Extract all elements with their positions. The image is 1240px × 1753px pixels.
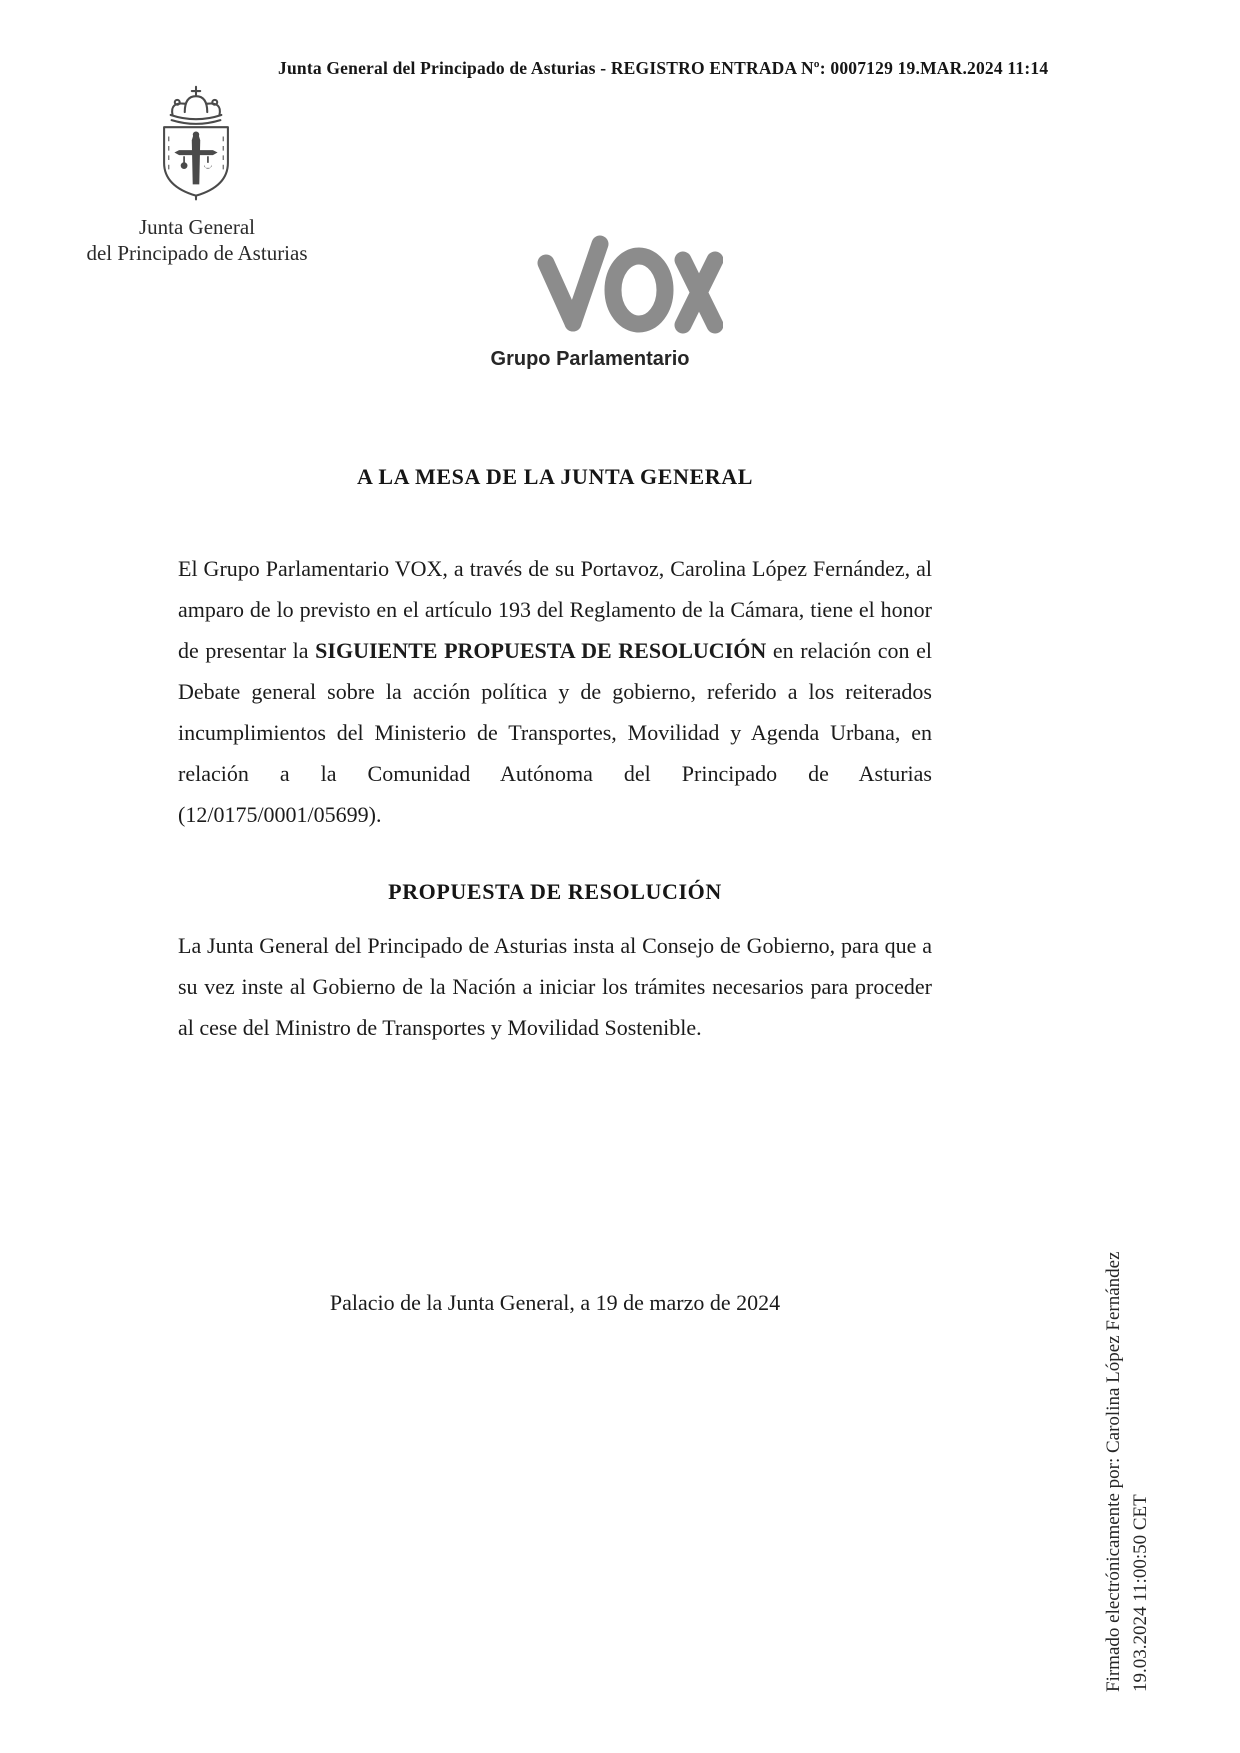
org-name-line1: Junta General [138,215,256,239]
vox-group-caption: Grupo Parlamentario [490,348,690,370]
asturias-coat-of-arms-icon [148,84,244,206]
vox-logo [533,232,723,336]
paragraph-proposal [178,548,932,835]
dateline: Palacio de la Junta General, a 19 de marzo de 2024 [329,1290,781,1315]
registry-entry-stamp: Junta General del Principado de Asturias - REGISTRO ENTRADA Nº: 0007129 19.MAR.2024 11:14 [278,58,1049,78]
esign-signed-by: Firmado electrónicamente por: Carolina López Fernández [1103,1251,1124,1692]
org-name [52,214,342,266]
org-name-line2: del Principado de Asturias [86,241,308,265]
salutation-heading: A LA MESA DE LA JUNTA GENERAL [357,464,753,489]
electronic-signature [1100,1088,1154,1692]
coat-of-arms-svg [148,84,244,206]
paragraph-resolution: La Junta General del Principado de Asturias insta al Consejo de Gobierno, para que a su vez inste al Gobierno de la Nación a iniciar los trámites necesarios para proceder al cese del Ministro de Transportes y Movilidad Sostenible. [178,933,932,1040]
paragraph1-pre: El Grupo Parlamentario VOX, a través de su Portavoz, Carolina López Fernández, al amparo de lo previsto en el artículo 193 del Reglamento de la Cámara, tiene el honor de presentar la [178,556,932,663]
esign-timestamp: 19.03.2024 11:00:50 CET [1130,1494,1151,1692]
paragraph1-bold: SIGUIENTE PROPUESTA DE RESOLUCIÓN [315,638,767,663]
vox-logo-svg [533,232,723,336]
paragraph1-post: en relación con el Debate general sobre la acción política y de gobierno, referido a los reiterados incumplimientos del Ministerio de Transportes, Movilidad y Agenda Urbana, en relación a la Comunidad Autónoma del Principado de Asturias (12/0175/0001/05699). [178,638,933,827]
resolution-heading: PROPUESTA DE RESOLUCIÓN [388,879,722,904]
